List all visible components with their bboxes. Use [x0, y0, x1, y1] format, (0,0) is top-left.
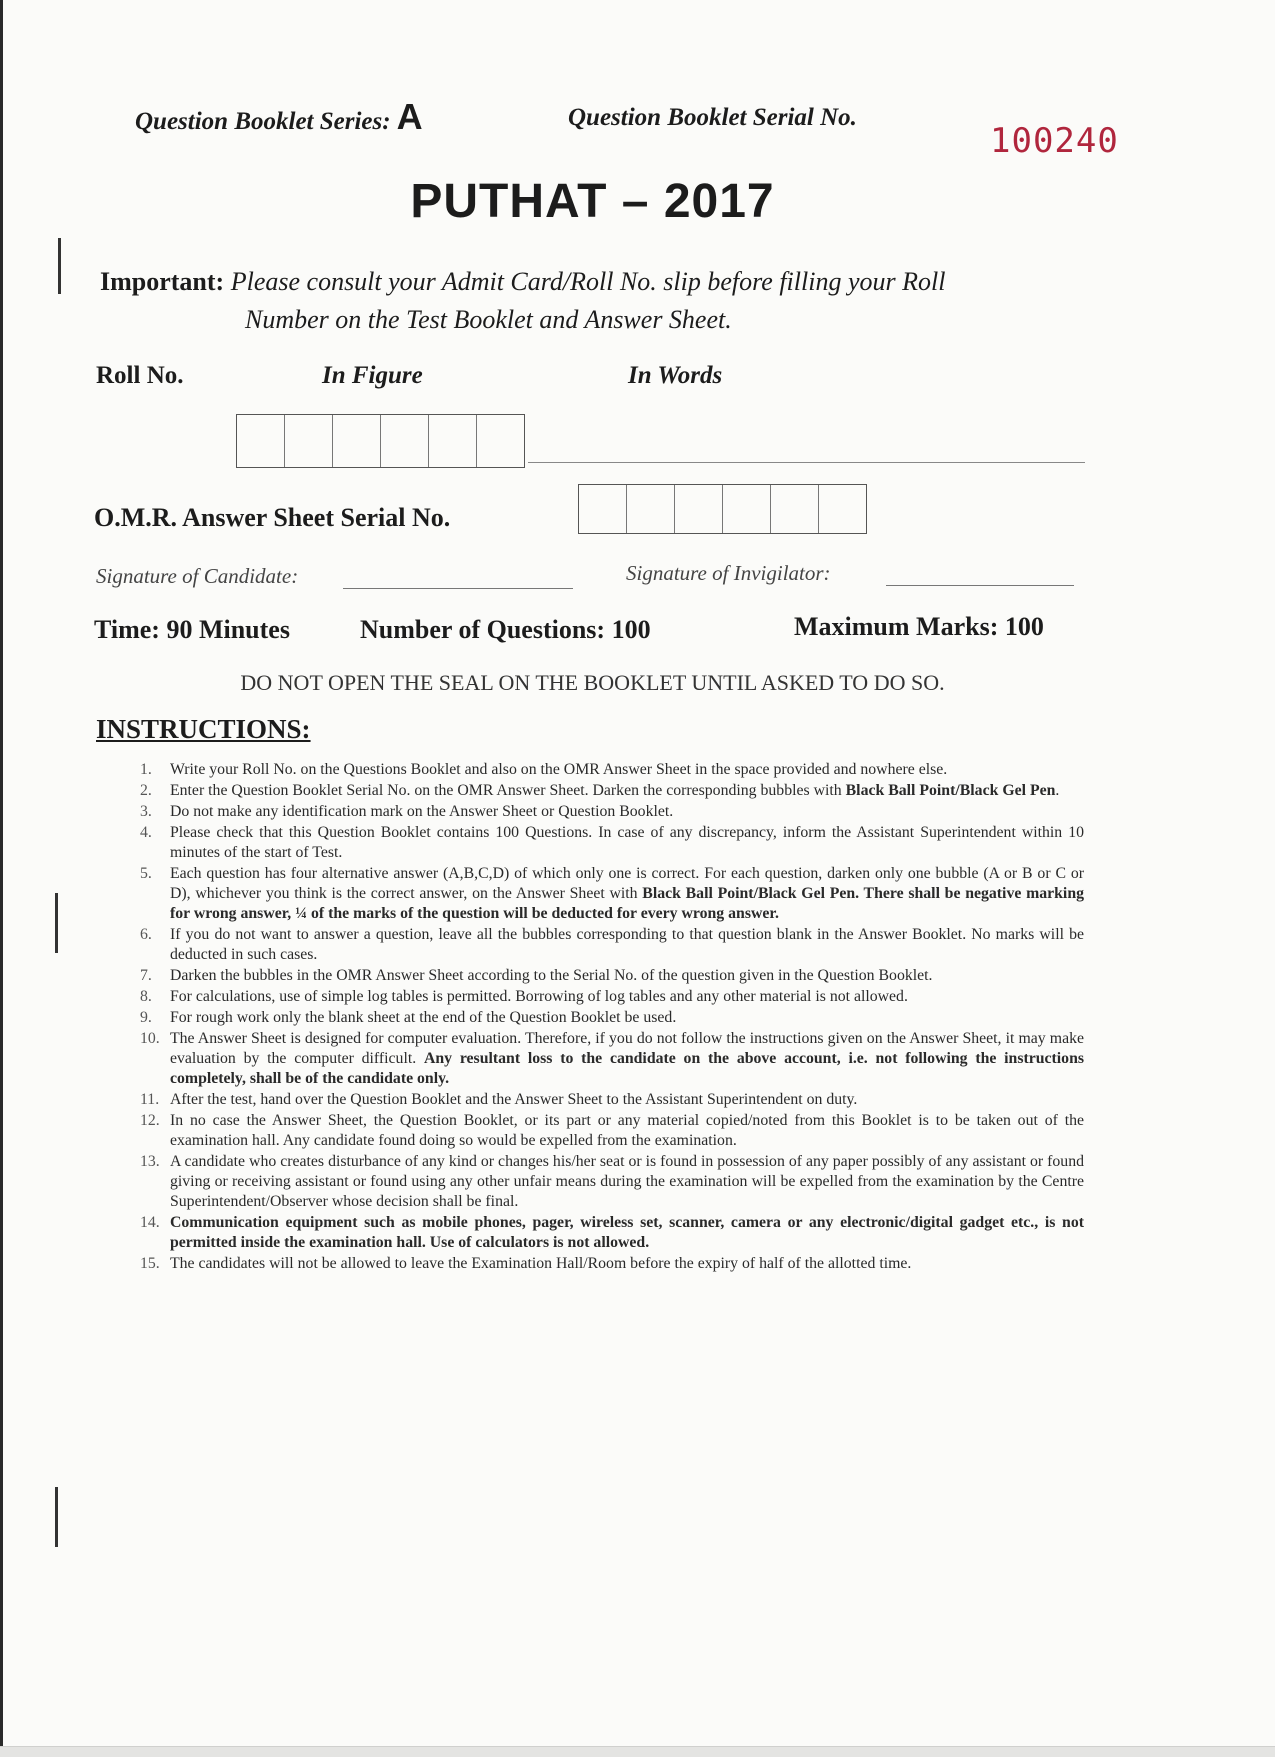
instruction-text: In no case the Answer Sheet, the Question Booklet, or its part or any material copied/noted from this Booklet is to be taken out of the examination hall. Any candidate found doing so would be expelled from the examination. — [170, 1112, 1084, 1149]
instruction-text: Write your Roll No. on the Questions Booklet and also on the OMR Answer Sheet in the space provided and nowhere else. — [170, 761, 948, 778]
instruction-item — [140, 1254, 1084, 1274]
instructions-list — [140, 760, 1084, 1275]
instruction-item — [140, 966, 1084, 986]
roll-no-label: Roll No. — [96, 362, 184, 389]
maximum-marks: Maximum Marks: 100 — [794, 612, 1044, 641]
instruction-number: 8. — [140, 988, 152, 1005]
signature-invigilator-line[interactable] — [886, 585, 1074, 586]
instruction-item — [140, 1090, 1084, 1110]
seal-notice: DO NOT OPEN THE SEAL ON THE BOOKLET UNTIL ASKED TO DO SO. — [240, 670, 945, 695]
omr-serial-label: O.M.R. Answer Sheet Serial No. — [94, 503, 451, 532]
instruction-item — [140, 987, 1084, 1007]
omr-digit-box[interactable] — [579, 485, 627, 533]
in-figure-label: In Figure — [322, 362, 423, 389]
instruction-text: Darken the bubbles in the OMR Answer Sheet according to the Serial No. of the question given in the Question Booklet. — [170, 967, 933, 984]
instruction-number: 3. — [140, 803, 152, 820]
instruction-item — [140, 781, 1084, 801]
instruction-number: 6. — [140, 926, 152, 943]
instruction-text: Enter the Question Booklet Serial No. on the OMR Answer Sheet. Darken the corresponding bubbles with — [170, 782, 842, 799]
signature-candidate-label: Signature of Candidate: — [96, 564, 299, 588]
in-words-label: In Words — [628, 362, 723, 389]
scan-mark — [58, 238, 61, 294]
instruction-text: A candidate who creates disturbance of any kind or changes his/her seat or is found in possession of any paper possibly of any assistant or found giving or receiving assistant or found using any other unfair means during the examination will be expelled from the examination by the Centre Superintendent/Observer whose decision shall be final. — [170, 1153, 1084, 1210]
roll-digit-box[interactable] — [381, 415, 429, 467]
instruction-item — [140, 1008, 1084, 1028]
omr-digit-box[interactable] — [675, 485, 723, 533]
instructions-heading: INSTRUCTIONS: — [96, 714, 311, 744]
question-count: Number of Questions: 100 — [360, 615, 651, 644]
instruction-item — [140, 823, 1084, 863]
omr-digit-box[interactable] — [771, 485, 819, 533]
instruction-text: Please check that this Question Booklet contains 100 Questions. In case of any discrepancy, inform the Assistant Superintendent within 10 minutes of the start of Test. — [170, 824, 1084, 861]
roll-digit-box[interactable] — [285, 415, 333, 467]
instruction-number: 4. — [140, 824, 152, 841]
roll-digit-box[interactable] — [333, 415, 381, 467]
omr-digit-box[interactable] — [627, 485, 675, 533]
instruction-number: 11. — [140, 1091, 160, 1108]
scan-mark — [55, 893, 58, 953]
instruction-text: The candidates will not be allowed to leave the Examination Hall/Room before the expiry of half of the allotted time. — [170, 1255, 912, 1272]
instruction-tail: . — [1055, 782, 1060, 799]
important-line-1: Please consult your Admit Card/Roll No. slip before filling your Roll — [230, 267, 946, 296]
important-label: Important: — [100, 267, 225, 296]
instruction-number: 1. — [140, 761, 152, 778]
instruction-item — [140, 925, 1084, 965]
roll-no-words-line[interactable] — [528, 462, 1085, 463]
instruction-number: 9. — [140, 1009, 152, 1026]
instruction-bold-text: Any resultant loss to the candidate on the above account, i.e. not following the instructions completely, shall be of the candidate only. — [170, 1050, 1085, 1087]
instruction-text: Do not make any identification mark on the Answer Sheet or Question Booklet. — [170, 803, 674, 820]
instruction-text: The Answer Sheet is designed for computer evaluation. Therefore, if you do not follow the instructions given on the Answer Sheet, it may make evaluation by the computer difficult. — [170, 1030, 1084, 1067]
instruction-text: If you do not want to answer a question, leave all the bubbles corresponding to that question blank in the Answer Booklet. No marks will be deducted in such cases. — [170, 926, 1084, 963]
important-line-2: Number on the Test Booklet and Answer Sheet. — [245, 305, 732, 334]
instruction-item — [140, 1029, 1084, 1089]
instruction-number: 7. — [140, 967, 152, 984]
omr-serial-boxes[interactable] — [578, 484, 867, 534]
booklet-serial-label: Question Booklet Serial No. — [568, 104, 857, 131]
signature-candidate-line[interactable] — [343, 588, 573, 589]
booklet-serial-value: 100240 — [990, 121, 1119, 161]
instruction-text: For rough work only the blank sheet at the end of the Question Booklet be used. — [170, 1009, 677, 1026]
important-note — [100, 263, 1100, 339]
signature-invigilator-label: Signature of Invigilator: — [626, 561, 831, 585]
omr-digit-box[interactable] — [723, 485, 771, 533]
instruction-text: For calculations, use of simple log tables is permitted. Borrowing of log tables and any other material is not allowed. — [170, 988, 908, 1005]
booklet-series-value: A — [396, 96, 423, 137]
instruction-number: 15. — [140, 1255, 160, 1272]
instruction-number: 14. — [140, 1214, 160, 1231]
booklet-series — [135, 96, 423, 138]
time-limit: Time: 90 Minutes — [94, 615, 290, 644]
roll-digit-box[interactable] — [429, 415, 477, 467]
instruction-number: 13. — [140, 1153, 160, 1170]
instruction-item — [140, 864, 1084, 924]
instruction-item — [140, 1213, 1084, 1253]
instruction-item — [140, 760, 1084, 780]
instruction-number: 10. — [140, 1030, 160, 1047]
instruction-text: Each question has four alternative answer (A,B,C,D) of which only one is correct. For each question, darken only one bubble (A or B or C or D), whichever you think is the correct answer, on the Answer Sheet with — [170, 865, 1084, 902]
omr-digit-box[interactable] — [819, 485, 866, 533]
instruction-bold-text: Black Ball Point/Black Gel Pen — [845, 782, 1056, 799]
page-title: PUTHAT – 2017 — [410, 175, 775, 228]
booklet-series-label: Question Booklet Series: — [135, 108, 391, 135]
instruction-item — [140, 1152, 1084, 1212]
page-bottom-edge — [0, 1746, 1275, 1757]
instruction-number: 12. — [140, 1112, 160, 1129]
roll-digit-box[interactable] — [477, 415, 524, 467]
instruction-number: 5. — [140, 865, 152, 882]
scan-mark — [55, 1487, 58, 1547]
instruction-bold-text: Communication equipment such as mobile phones, pager, wireless set, scanner, camera or any electronic/digital gadget etc., is not permitted inside the examination hall. Use of calculators is not allowed. — [170, 1214, 1084, 1251]
instruction-bold-text: Black Ball Point/Black Gel Pen. There shall be negative marking for wrong answer, ¼ of the marks of the question will be deducted for every wrong answer. — [170, 885, 1085, 922]
roll-digit-box[interactable] — [237, 415, 285, 467]
roll-no-figure-boxes[interactable] — [236, 414, 525, 468]
instruction-item — [140, 1111, 1084, 1151]
page-left-edge — [0, 0, 3, 1757]
instruction-item — [140, 802, 1084, 822]
instruction-text: After the test, hand over the Question Booklet and the Answer Sheet to the Assistant Superintendent on duty. — [170, 1091, 858, 1108]
instruction-number: 2. — [140, 782, 152, 799]
